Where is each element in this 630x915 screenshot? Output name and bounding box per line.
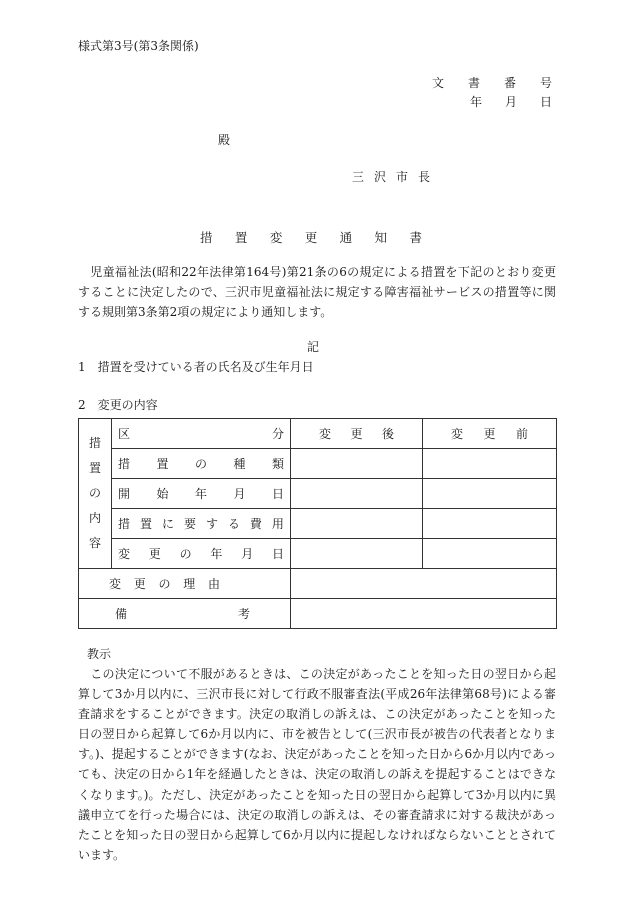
after-cell [291,449,423,479]
before-cell [423,449,557,479]
group-label-cell [79,419,112,569]
remarks-char: 備 [115,607,128,621]
title-char: 通 [339,230,353,245]
row-label-remarks [79,599,291,629]
kubun-char: 区 [118,427,131,441]
notice-heading: 教示 [87,647,112,661]
after-cell [291,539,423,569]
remarks-char: 考 [237,607,250,621]
document-number-label [432,74,552,91]
before-cell [423,539,557,569]
title-char: 置 [234,230,248,245]
row-char: 置 [156,457,169,471]
row-char: の [179,547,192,561]
row-char: 年 [210,547,223,561]
row-char: 置 [139,517,152,531]
row-label-cost [112,509,291,539]
reason-char: 由 [207,577,220,591]
row-char: る [227,517,240,531]
row-char: 日 [271,547,284,561]
title-char: 変 [269,230,283,245]
group-char: 置 [88,461,101,475]
doc-number-char: 書 [467,76,480,90]
doc-number-char: 番 [503,76,516,90]
kubun-char: 分 [271,427,284,441]
row-label-reason [79,569,291,599]
row-char: 用 [271,517,284,531]
after-char: 変 [319,427,332,441]
addressee-suffix: 殿 [218,133,231,147]
row-char: 措 [118,457,131,471]
row-label-measure-type [112,449,291,479]
reason-char: の [158,577,171,591]
reason-char: 理 [183,577,196,591]
intro-paragraph: 児童福祉法(昭和22年法律第164号)第21条の6の規定による措置を下記のとおり変更することに決定したので、三沢市児童福祉法に規定する障害福祉サービスの措置等に関する規則第3条第2項の規定により通知します。 [78,265,556,319]
date-char: 日 [539,95,552,109]
row-label-start-date [112,479,291,509]
before-char: 更 [483,427,496,441]
row-char: 変 [118,547,131,561]
before-cell [423,479,557,509]
document-title [200,228,422,246]
row-char: 日 [271,487,284,501]
reason-char: 変 [109,577,122,591]
row-char: 種 [233,457,246,471]
group-char: 内 [88,511,101,525]
sender-char: 三 [352,170,365,184]
row-char: 措 [118,517,131,531]
notice-paragraph: この決定について不服があるときは、この決定があったことを知った日の翌日から起算して3か月以内に、三沢市長に対して行政不服審査法(平成26年法律第68号)による審査請求をすることができます。決定の取消しの訴えは、この決定があったことを知った日の翌日から起算して6か月以内に、市を被告として(三沢市長が被告の代表者となります。)、提起することができます(なお、決定があったことを知った日から6か月以内であっても、決定の日から1年を経過したときは、決定の取消しの訴えを提起することはできなくなります。)。ただし、決定があったことを知った日の翌日から起算して3か月以内に異議申立てを行った場合には、決定の取消しの訴えは、その審査請求に対する裁決があったことを知った日の翌日から起算して6か月以内に提起しなければならないこととされています。 [78,667,556,862]
reason-cell [291,569,557,599]
row-char: 類 [271,457,284,471]
before-char: 変 [451,427,464,441]
form-number: 様式第3号(第3条関係) [78,39,199,53]
row-char: 開 [118,487,131,501]
before-char: 前 [515,427,528,441]
before-header [423,419,557,449]
row-char: の [194,457,207,471]
doc-number-char: 号 [539,76,552,90]
kubun-header [112,419,291,449]
title-char: 措 [200,230,213,245]
row-label-change-date [112,539,291,569]
before-cell [423,509,557,539]
group-char: 措 [88,436,101,450]
doc-number-char: 文 [432,76,445,90]
after-char: 更 [350,427,363,441]
after-header [291,419,423,449]
after-cell [291,509,423,539]
row-char: 始 [156,487,169,501]
title-char: 知 [374,230,388,245]
after-char: 後 [381,427,394,441]
row-char: に [161,517,174,531]
title-char: 更 [304,230,318,245]
group-char: 容 [88,536,101,550]
date-label [470,93,552,110]
row-char: 要 [183,517,196,531]
date-char: 年 [470,95,483,109]
sender-char: 沢 [373,170,386,184]
after-cell [291,479,423,509]
row-char: 年 [194,487,207,501]
sender-char: 市 [395,170,408,184]
row-char: 更 [148,547,161,561]
row-char: す [205,517,218,531]
row-char: 月 [233,487,246,501]
sender-name [352,168,430,185]
reason-char: 更 [133,577,146,591]
group-char: の [88,486,101,500]
item-2-heading: 2 変更の内容 [78,398,158,412]
remarks-cell [291,599,557,629]
ki-heading: 記 [307,340,320,354]
item-1-heading: 1 措置を受けている者の氏名及び生年月日 [78,360,314,374]
change-table [78,418,557,629]
title-char: 書 [409,230,422,245]
row-char: 月 [241,547,254,561]
row-char: 費 [249,517,262,531]
sender-char: 長 [417,170,430,184]
date-char: 月 [504,95,517,109]
